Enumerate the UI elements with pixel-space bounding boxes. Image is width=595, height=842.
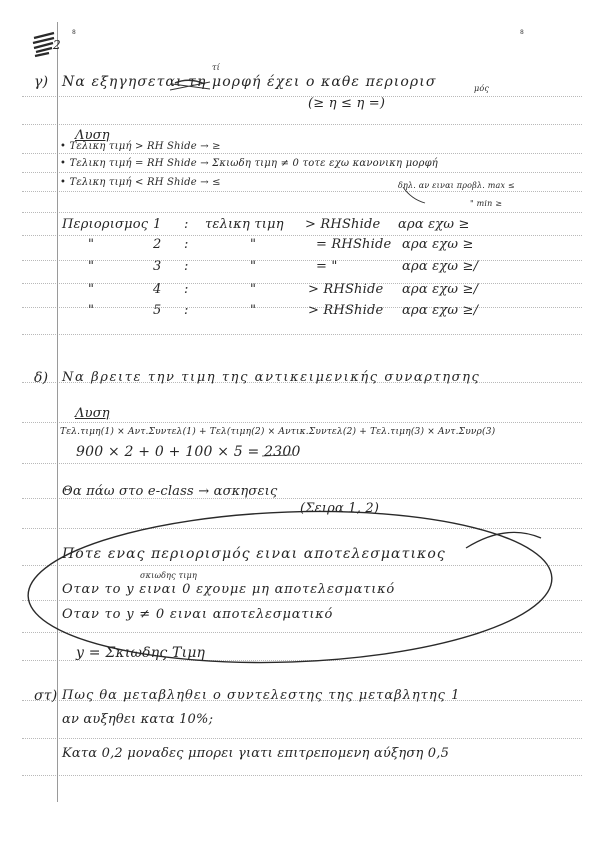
constraint-text: " — [250, 303, 257, 318]
eclass-line: Θα πάω στο e-class → ασκησεις — [62, 484, 278, 499]
page-number-right: 8 — [520, 29, 525, 36]
constraint-number: 2 — [153, 237, 162, 252]
constraint-tail: αρα εχω ≥ — [398, 217, 470, 232]
circle-tail-mark — [466, 532, 541, 548]
solution-heading-d: Λυση — [75, 406, 110, 421]
constraint-relation: > RHShide — [308, 282, 384, 297]
bullet-item: • Τελικη τιμή > RH Shide → ≥ — [60, 141, 221, 152]
calculation-line: 900 × 2 + 0 + 100 × 5 = 2300 — [76, 444, 301, 460]
solution-heading-g: Λυση — [75, 128, 110, 143]
section-label-d: δ) — [34, 370, 49, 386]
insert-note: σκιωδης τιμη — [140, 571, 197, 580]
question-e: Ποτε ενας περιορισμός ειναι αποτελεσματικος — [62, 546, 446, 562]
constraint-label: " — [88, 259, 95, 274]
constraint-relation: = RHShide — [316, 237, 392, 252]
constraint-label: Περιορισμος — [62, 217, 149, 232]
question-st: Πως θα μεταβληθει ο συντελεστης της μεταβλητης 1 — [62, 688, 461, 703]
constraint-colon: : — [184, 282, 189, 297]
constraint-relation: = " — [316, 259, 338, 274]
constraint-label: " — [88, 282, 95, 297]
constraint-text: τελικη τιμη — [205, 217, 284, 232]
question-g: Να εξηγησεται τη μορφή έχει ο καθε περιορισ — [62, 74, 437, 90]
eclass-line2: (Σειρα 1, 2) — [300, 501, 380, 516]
constraint-colon: : — [184, 303, 189, 318]
scribble-mark — [33, 33, 54, 56]
constraint-number: 1 — [153, 217, 162, 232]
constraint-colon: : — [184, 237, 189, 252]
constraint-label: " — [88, 303, 95, 318]
constraint-tail: αρα εχω ≥/ — [402, 282, 479, 297]
formula-line: Τελ.τιμη(1) × Αντ.Συντελ(1) + Τελ(τιμη(2) × Αντικ.Συντελ(2) + Τελ.τιμη(3) × Αντ.Συνρ(3) — [60, 427, 496, 437]
answer-st: Κατα 0,2 μοναδες μπορει γιατι επιτρεπομενη αύξηση 0,5 — [62, 746, 450, 761]
constraint-number: 4 — [153, 282, 162, 297]
section-label-g: γ) — [34, 74, 49, 90]
constraint-tail: αρα εχω ≥/ — [402, 259, 479, 274]
constraint-text: " — [250, 237, 257, 252]
constraint-colon: : — [184, 259, 189, 274]
page-number-left: 8 — [72, 29, 77, 36]
question-st-line2: αν αυξηθει κατα 10%; — [62, 712, 214, 727]
answer-line-2: Οταν το y ≠ 0 ειναι αποτελεσματικό — [62, 607, 334, 622]
constraint-text: " — [250, 282, 257, 297]
question-d: Να βρειτε την τιμη της αντικειμενικής συναρτησης — [62, 370, 481, 385]
question-insert: τί — [212, 63, 220, 72]
definition-line: y = Σκιωδης Τιμη — [76, 645, 206, 661]
constraint-relation: > RHShide — [308, 303, 384, 318]
side-note-min: " min ≥ — [470, 199, 503, 208]
margin-mark: 2 — [53, 38, 61, 52]
constraint-colon: : — [184, 217, 189, 232]
section-label-st: στ) — [34, 688, 58, 704]
side-note: δηλ. αν ειναι προβλ. max ≤ — [398, 181, 515, 190]
constraint-text: " — [250, 259, 257, 274]
constraint-tail: αρα εχω ≥/ — [402, 303, 479, 318]
constraint-number: 3 — [153, 259, 162, 274]
constraint-number: 5 — [153, 303, 162, 318]
bullet-item: • Τελικη τιμή = RH Shide → Σκιωδη τιμη ≠ 0 τοτε εχω κανονικη μορφή — [60, 158, 438, 169]
constraint-relation: > RHShide — [305, 217, 381, 232]
question-sup: μός — [474, 84, 490, 93]
bullet-item: • Τελικη τιμή < RH Shide → ≤ — [60, 177, 221, 188]
question-g-line2: (≥ η ≤ η =) — [308, 96, 386, 111]
constraint-tail: αρα εχω ≥ — [402, 237, 474, 252]
answer-line-1: Οταν το y ειναι 0 εχουμε μη αποτελεσματικό — [62, 582, 396, 597]
constraint-label: " — [88, 237, 95, 252]
